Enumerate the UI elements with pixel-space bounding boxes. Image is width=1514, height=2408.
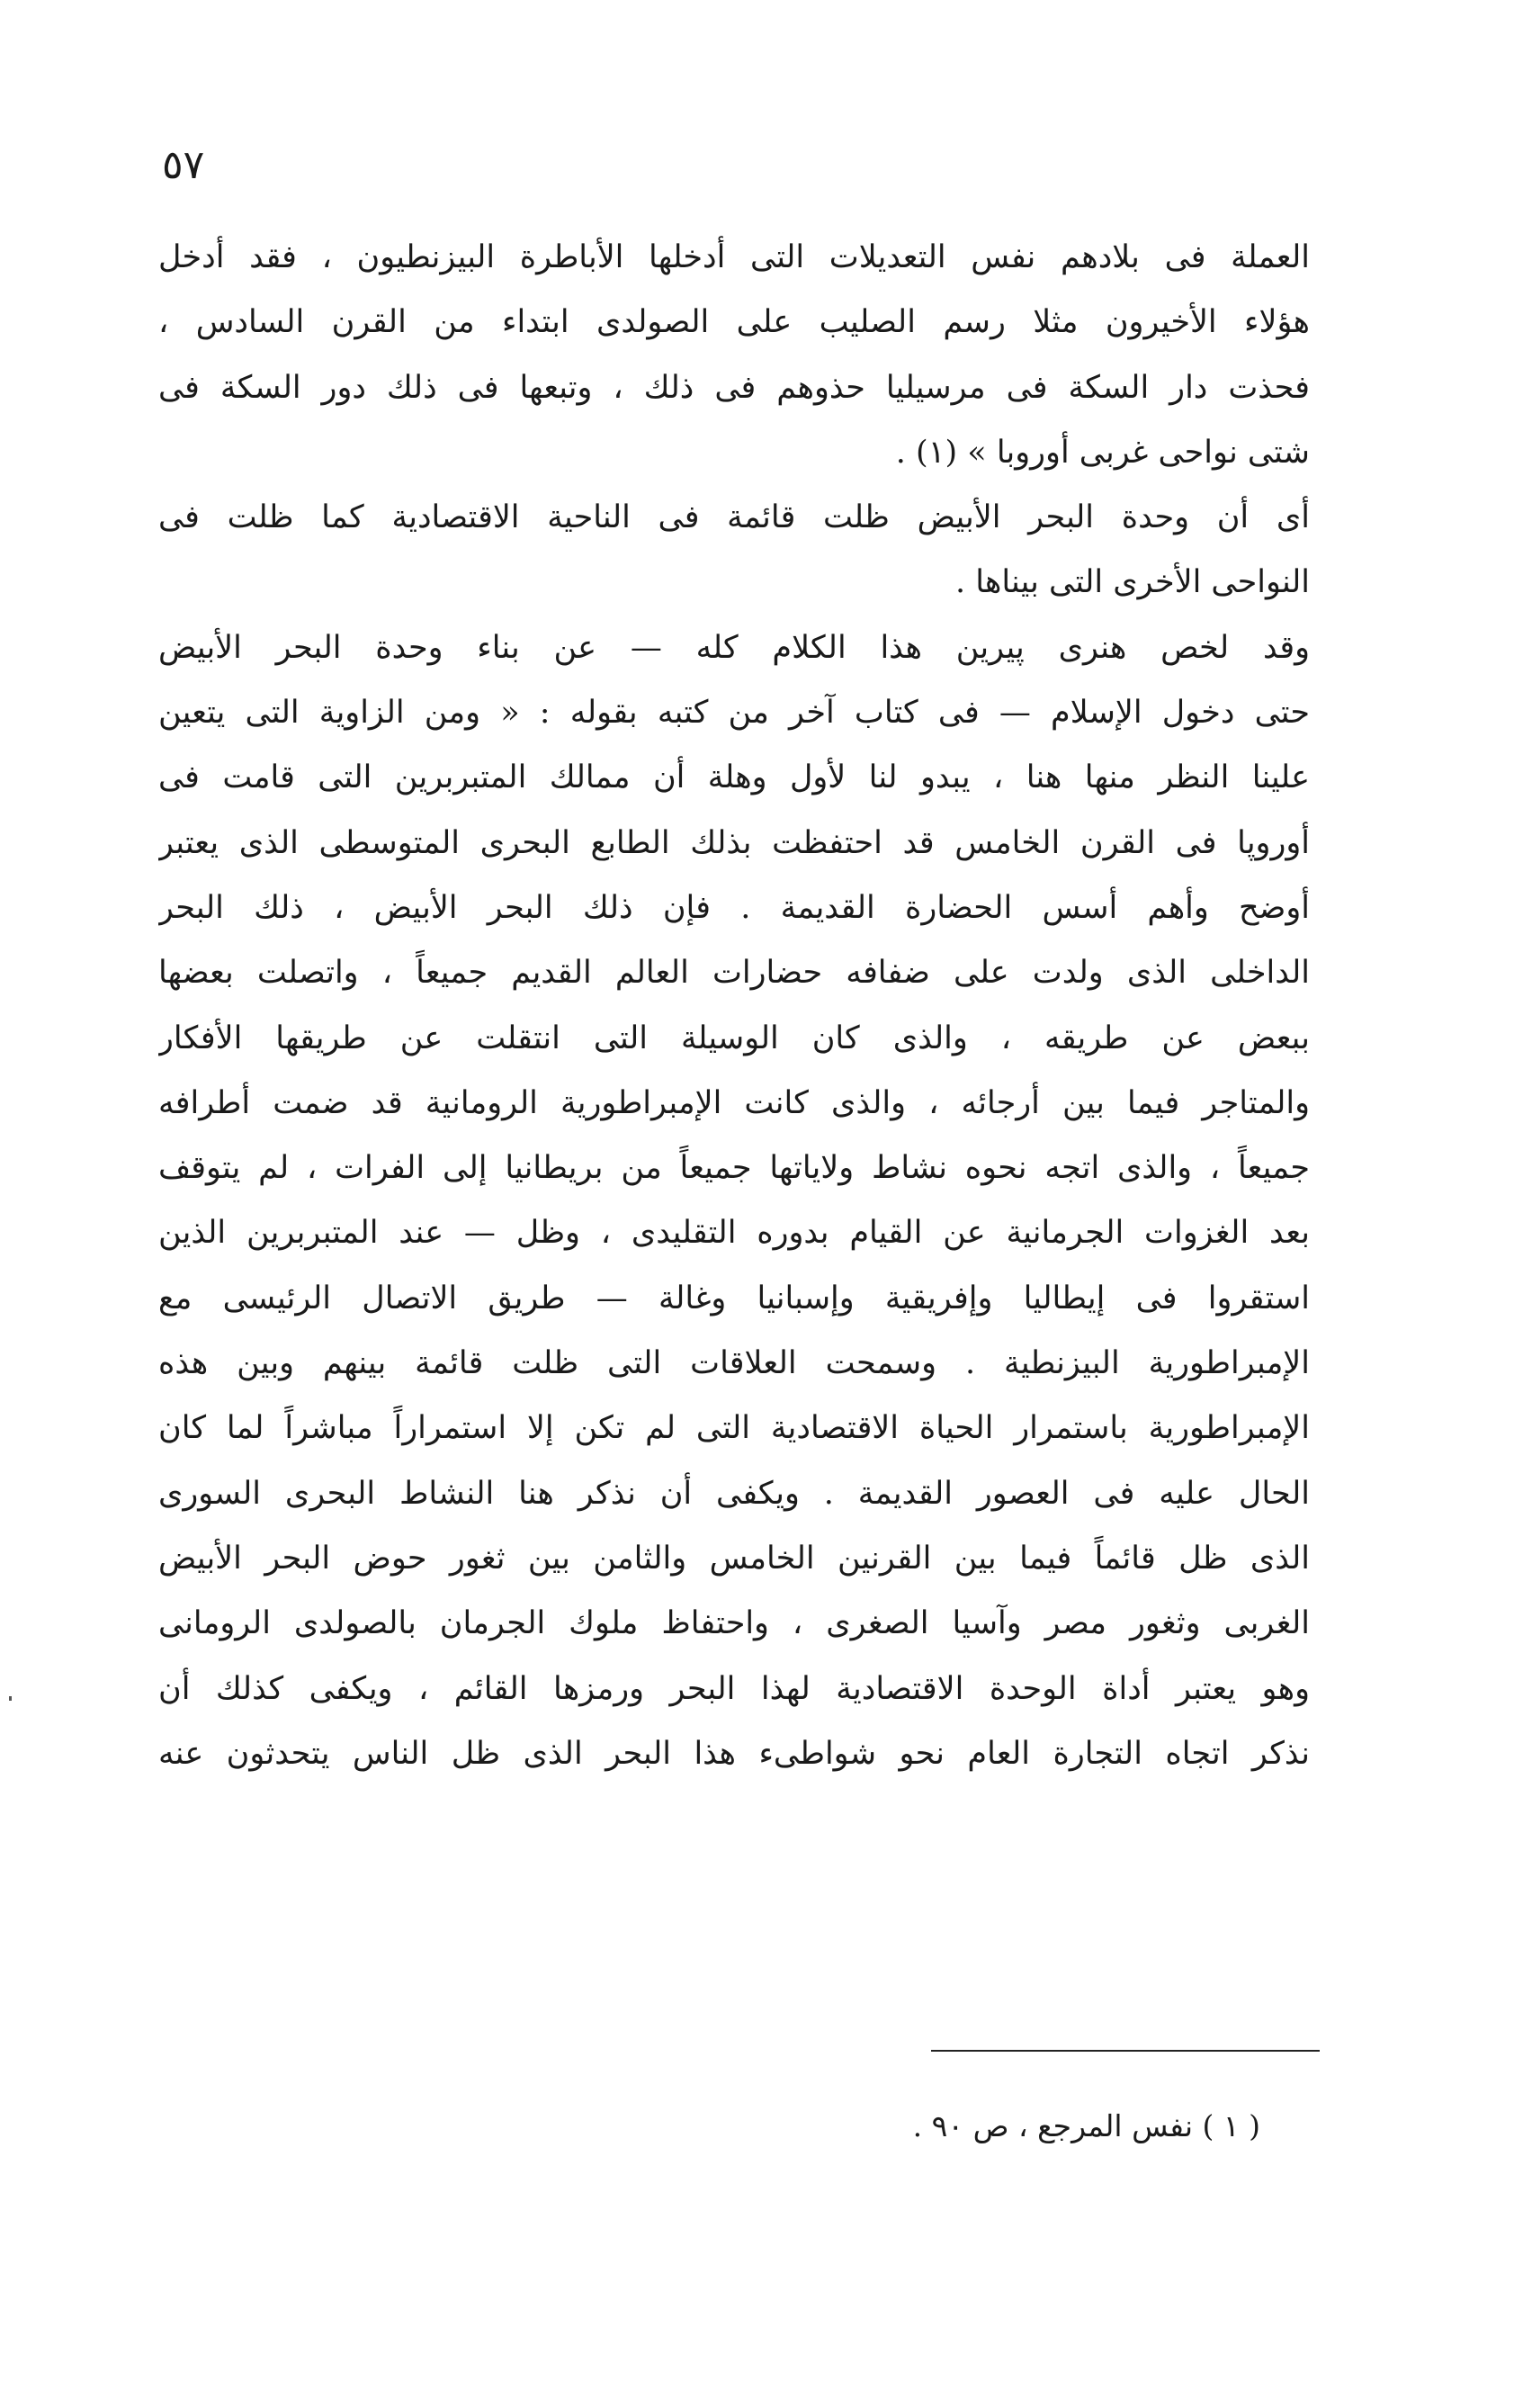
footnote-divider — [931, 2050, 1320, 2052]
text-line: الحال عليه فى العصور القديمة . ويكفى أن نذكر هنا النشاط البحرى السورى — [158, 1475, 1310, 1512]
text-line: فحذت دار السكة فى مرسيليا حذوهم فى ذلك ، وتبعها فى ذلك دور السكة فى — [158, 369, 1310, 406]
text-line: شتى نواحى غربى أوروبا » (١) . — [895, 434, 1310, 471]
text-line: هؤلاء الأخيرون مثلا رسم الصليب على الصولدى ابتداء من القرن السادس ، — [158, 304, 1310, 341]
text-line: الذى ظل قائماً فيما بين القرنين الخامس والثامن بين ثغور حوض البحر الأبيض — [158, 1540, 1310, 1577]
text-line: النواحى الأخرى التى بيناها . — [955, 564, 1310, 601]
text-line: الإمبراطورية البيزنطية . وسمحت العلاقات التى ظلت قائمة بينهم وبين هذه — [158, 1345, 1310, 1382]
text-line: أى أن وحدة البحر الأبيض ظلت قائمة فى الناحية الاقتصادية كما ظلت فى — [158, 499, 1310, 536]
text-line: والمتاجر فيما بين أرجائه ، والذى كانت الإمبراطورية الرومانية قد ضمت أطرافه — [158, 1084, 1310, 1121]
text-line: أوروپا فى القرن الخامس قد احتفظت بذلك الطابع البحرى المتوسطى الذى يعتبر — [158, 824, 1310, 861]
page-number: ٥٧ — [162, 142, 205, 188]
text-line: استقروا فى إيطاليا وإفريقية وإسبانيا وغالة — طريق الاتصال الرئيسى مع — [158, 1280, 1310, 1316]
text-line: وهو يعتبر أداة الوحدة الاقتصادية لهذا البحر ورمزها القائم ، ويكفى كذلك أن — [158, 1670, 1310, 1707]
text-line: أوضح وأهم أسس الحضارة القديمة . فإن ذلك البحر الأبيض ، ذلك البحر — [158, 889, 1310, 926]
text-line: وقد لخص هنرى پيرين هذا الكلام كله — عن بناء وحدة البحر الأبيض — [158, 629, 1310, 666]
text-line: بعد الغزوات الجرمانية عن القيام بدوره التقليدى ، وظل — عند المتبربرين الذين — [158, 1215, 1310, 1252]
body-text — [158, 225, 1310, 1786]
text-line: الداخلى الذى ولدت على ضفافه حضارات العالم القديم جميعاً ، واتصلت بعضها — [158, 955, 1310, 992]
text-line: جميعاً ، والذى اتجه نحوه نشاط ولاياتها جميعاً من بريطانيا إلى الفرات ، لم يتوقف — [158, 1150, 1310, 1187]
text-line: ببعض عن طريقه ، والذى كان الوسيلة التى انتقلت عن طريقها الأفكار — [158, 1020, 1310, 1056]
text-line: نذكر اتجاه التجارة العام نحو شواطىء هذا البحر الذى ظل الناس يتحدثون عنه — [158, 1735, 1310, 1772]
text-line: حتى دخول الإسلام — فى كتاب آخر من كتبه بقوله : « ومن الزاوية التى يتعين — [158, 695, 1310, 732]
margin-mark — [9, 1696, 12, 1701]
text-line: الغربى وثغور مصر وآسيا الصغرى ، واحتفاظ ملوك الجرمان بالصولدى الرومانى — [158, 1605, 1310, 1642]
footnote: ( ١ ) نفس المرجع ، ص ٩٠ . — [912, 2108, 1260, 2143]
text-line: علينا النظر منها هنا ، يبدو لنا لأول وهلة أن ممالك المتبربرين التى قامت فى — [158, 759, 1310, 796]
text-line: الإمبراطورية باستمرار الحياة الاقتصادية التى لم تكن إلا استمراراً مباشراً لما كان — [158, 1410, 1310, 1447]
text-line: العملة فى بلادهم نفس التعديلات التى أدخلها الأباطرة البيزنطيون ، فقد أدخل — [158, 239, 1310, 275]
